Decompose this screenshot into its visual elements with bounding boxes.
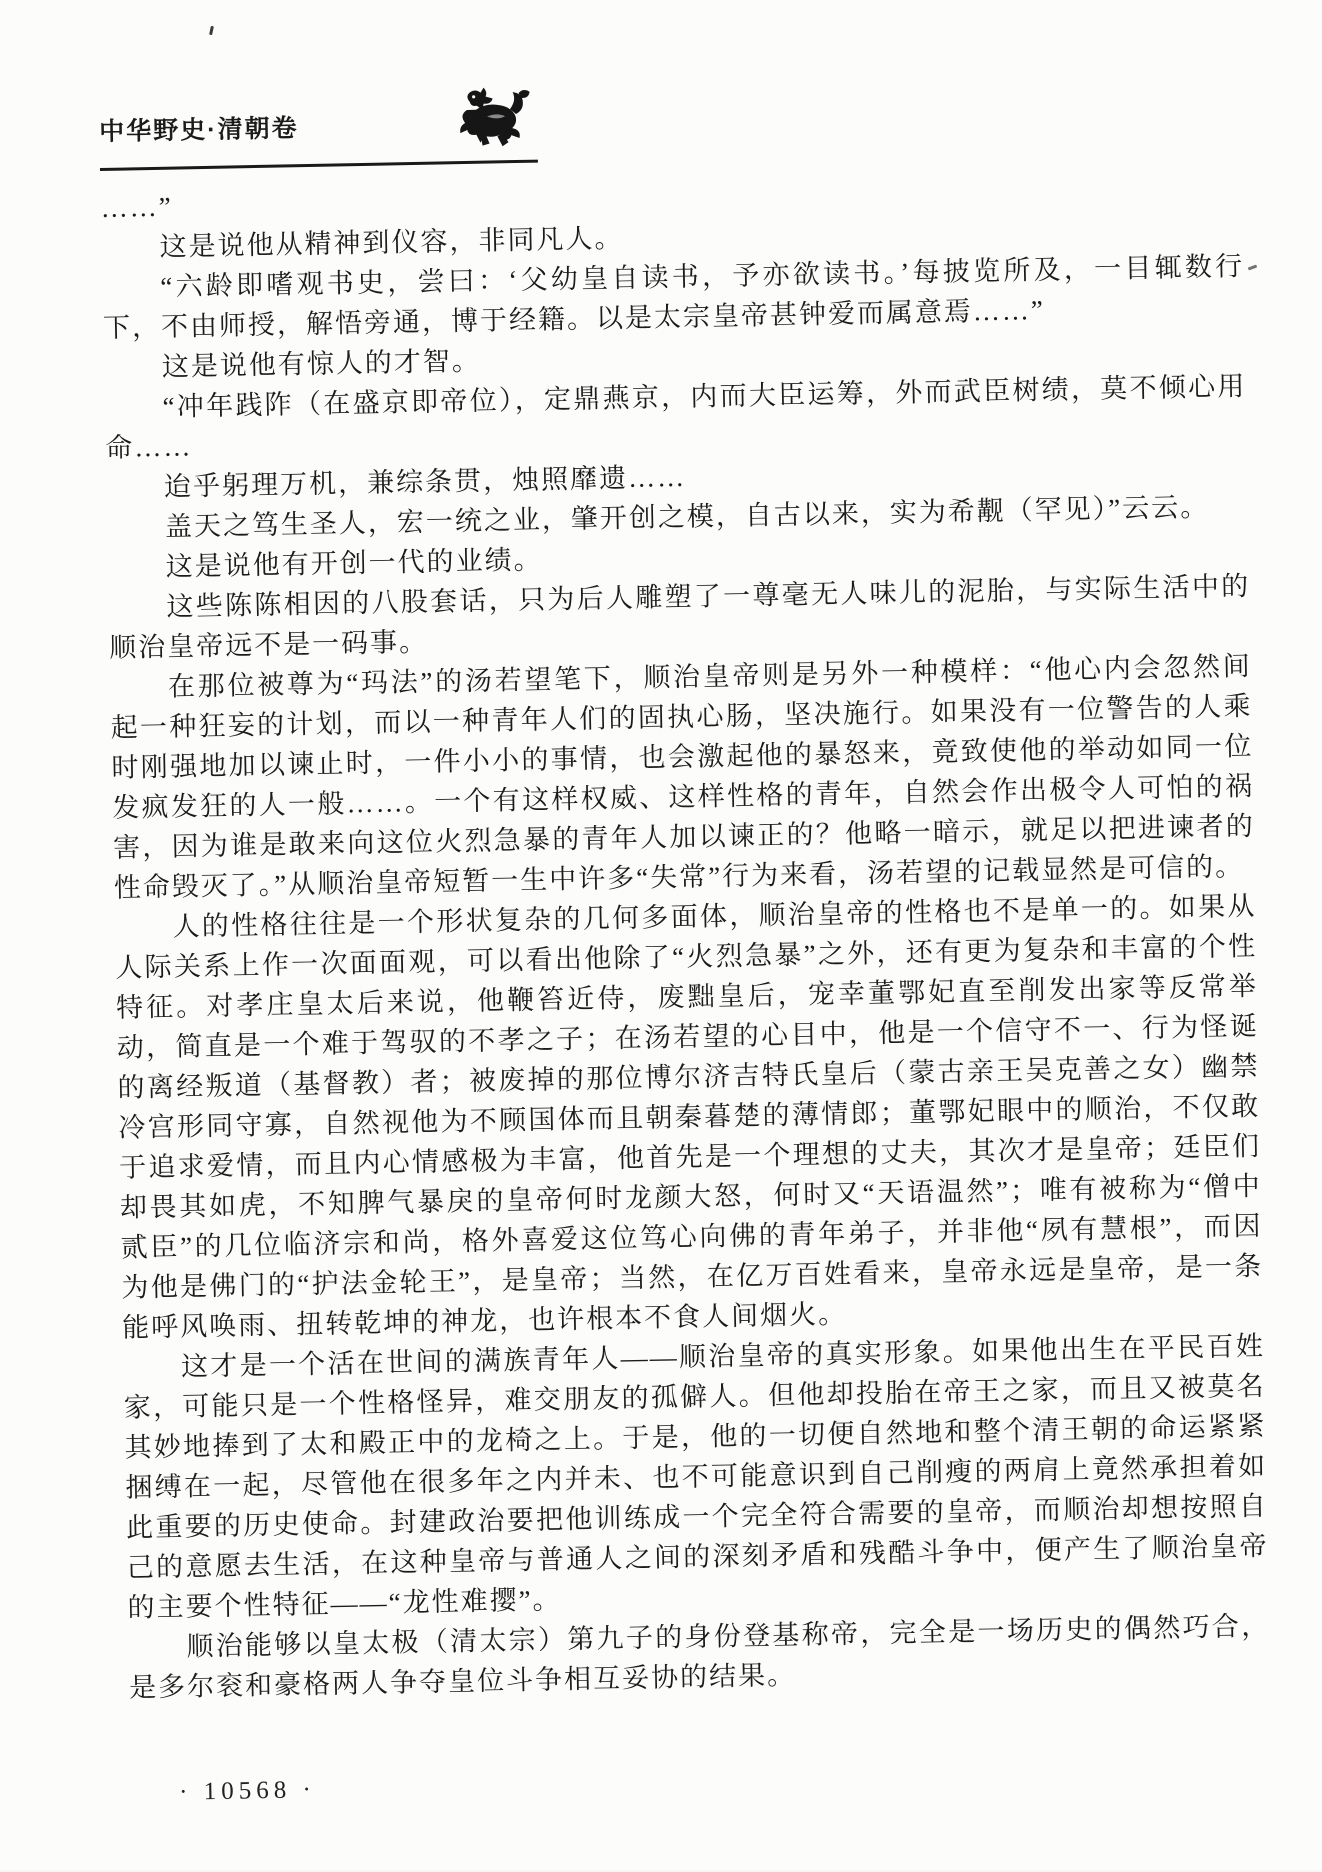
paragraph-13: 顺治能够以皇太极（清太宗）第九子的身份登基称帝，完全是一场历史的偶然巧合，是多尔衮和豪格两人争夺皇位斗争相互妥协的结果。 (128, 1606, 1271, 1708)
paragraph-2: 这是说他从精神到仪容，非同凡人。 (101, 206, 1244, 268)
paragraph-7: 盖天之笃生圣人，宏一统之业，肇开创之模，自古以来，实为希觏（罕见）”云云。 (106, 486, 1249, 548)
page-header (0, 0, 1319, 2)
header-rule (100, 160, 538, 171)
paragraph-12: 这才是一个活在世间的满族青年人——顺治皇帝的真实形象。如果他出生在平民百姓家，可能只是一个性格怪异，难交朋友的孤僻人。但他却投胎在帝王之家，而且又被莫名其妙地捧到了太和殿正中的龙椅之上。于是，他的一切便自然地和整个清王朝的命运紧紧捆缚在一起，尽管他在很多年之内并未、也不可能意识到自己削瘦的两肩上竟然承担着如此重要的历史使命。封建政治要把他训练成一个完全符合需要的皇帝，而顺治却想按照自己的意愿去生活，在这种皇帝与普通人之间的深刻矛盾和残酷斗争中，便产生了顺治皇帝的主要个性特征——“龙性难撄”。 (123, 1326, 1270, 1628)
paragraph-3: “六龄即嗜观书史，尝曰：‘父幼皇自读书，予亦欲读书。’每披览所及，一目辄数行下，不由师授，解悟旁通，博于经籍。以是太宗皇帝甚钟爱而属意焉……” (102, 246, 1245, 348)
paragraph-1: ……” (100, 166, 1243, 228)
dragon-emblem-icon (456, 86, 533, 151)
book-series-title: 中华野史·清朝卷 (99, 108, 299, 148)
paragraph-8: 这是说他有开创一代的业绩。 (107, 526, 1250, 588)
paragraph-10: 在那位被尊为“玛法”的汤若望笔下，顺治皇帝则是另外一种模样：“他心内会忽然间起一种狂妄的计划，而以一种青年人们的固执心肠，坚决施行。如果没有一位警告的人乘时刚强地加以谏止时，一件小小的事情，也会激起他的暴怒来，竟致使他的举动如同一位发疯发狂的人一般……。一个有这样权威、这样性格的青年，自然会作出极令人可怕的祸害，因为谁是敢来向这位火烈急暴的青年人加以谏正的？他略一暗示，就足以把进谏者的性命毁灭了。”从顺治皇帝短暂一生中许多“失常”行为来看，汤若望的记载显然是可信的。 (110, 646, 1256, 908)
paragraph-5: “冲年践阼（在盛京即帝位），定鼎燕京，内而大臣运筹，外而武臣树绩，莫不倾心用命…… (104, 366, 1247, 468)
page-footer (179, 1776, 316, 1807)
paragraph-11: 人的性格往往是一个形状复杂的几何多面体，顺治皇帝的性格也不是单一的。如果从人际关系上作一次面面观，可以看出他除了“火烈急暴”之外，还有更为复杂和丰富的个性特征。对孝庄皇太后来说，他鞭笞近侍，废黜皇后，宠幸董鄂妃直至削发出家等反常举动，简直是一个难于驾驭的不孝之子；在汤若望的心目中，他是一个信守不一、行为怪诞的离经叛道（基督教）者；被废掉的那位博尔济吉特氏皇后（蒙古亲王吴克善之女）幽禁冷宫形同守寡，自然视他为不顾国体而且朝秦暮楚的薄情郎；董鄂妃眼中的顺治，不仅敢于追求爱情，而且内心情感极为丰富，他首先是一个理想的丈夫，其次才是皇帝；廷臣们却畏其如虎，不知脾气暴戾的皇帝何时龙颜大怒，何时又“天语温然”；唯有被称为“僧中贰臣”的几位临济宗和尚，格外喜爱这位笃心向佛的青年弟子，并非他“夙有慧根”，而因为他是佛门的“护法金轮王”，是皇帝；当然，在亿万百姓看来，皇帝永远是皇帝，是一条能呼风唤雨、扭转乾坤的神龙，也许根本不食人间烟火。 (114, 886, 1264, 1348)
paragraph-6: 迨乎躬理万机，兼综条贯，烛照靡遗…… (106, 446, 1249, 508)
page-body (100, 166, 1271, 1708)
paragraph-9: 这些陈陈相因的八股套话，只为后人雕塑了一尊毫无人味儿的泥胎，与实际生活中的顺治皇帝远不是一码事。 (108, 566, 1251, 668)
page-number: · 10568 · (179, 1776, 316, 1806)
paragraph-4: 这是说他有惊人的才智。 (103, 326, 1246, 388)
